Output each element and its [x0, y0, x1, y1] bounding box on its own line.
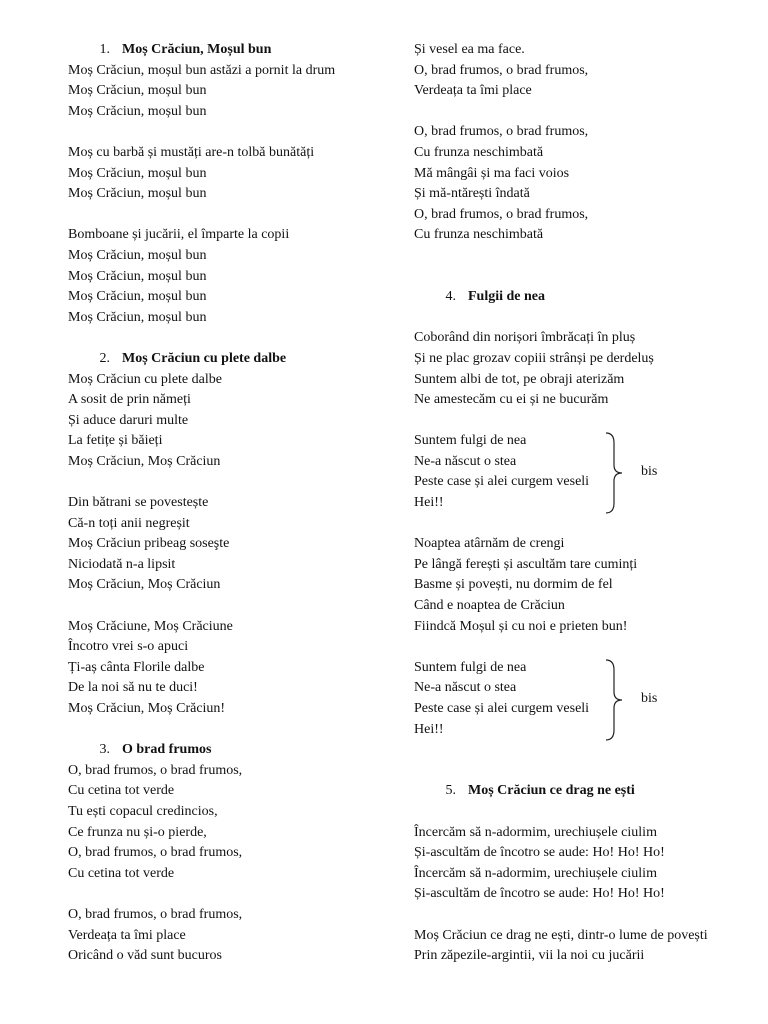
- lyric-line: Moș Crăciun, moșul bun: [68, 165, 207, 181]
- bis-label: bis: [641, 690, 658, 706]
- lyric-line: Peste case și alei curgem veseli: [414, 474, 590, 490]
- lyric-line: Moș Crăciun, moșul bun: [68, 268, 207, 284]
- lyric-line: Moș Crăciun, moșul bun: [68, 247, 207, 263]
- lyric-line: Că-n toți anii negreșit: [68, 515, 190, 531]
- lyric-line: Moș Crăciun, Moș Crăciun: [68, 453, 221, 469]
- lyric-line: Fiindcă Moșul și cu noi e prieten bun!: [414, 618, 628, 634]
- song-2-title: 2. Moș Crăciun cu plete dalbe: [99, 350, 287, 366]
- lyric-line: Moș Crăciun cu plete dalbe: [68, 371, 222, 387]
- refrain-block: [414, 658, 744, 740]
- lyric-line: Moș Crăciun, moșul bun: [68, 309, 207, 325]
- lyric-line: Și vesel ea ma face.: [414, 42, 525, 57]
- lyric-line: Tu ești copacul credincios,: [68, 803, 218, 819]
- lyric-line: Cu frunza neschimbată: [414, 144, 544, 160]
- lyric-line: Pe lângă ferești și ascultăm tare cuminți: [414, 556, 638, 572]
- lyric-line: Verdeața ta îmi place: [68, 927, 186, 943]
- lyric-line: Încercăm să n-adormim, urechiușele ciulim: [414, 824, 657, 840]
- lyric-line: Hei!!: [414, 495, 444, 511]
- lyric-line: Suntem albi de tot, pe obraji aterizăm: [414, 371, 625, 387]
- lyric-line: O, brad frumos, o brad frumos,: [68, 762, 243, 778]
- lyric-line: Moș Crăciun, moșul bun: [68, 186, 207, 202]
- song-1-title: 1. Moș Crăciun, Moșul bun: [99, 42, 272, 57]
- lyric-line: Încercăm să n-adormim, urechiușele ciulim: [414, 865, 657, 881]
- lyric-line: Ne-a născut o stea: [414, 680, 517, 696]
- song-3-title: 3. O brad frumos: [99, 742, 212, 758]
- lyric-line: Noaptea atârnăm de crengi: [414, 536, 565, 552]
- lyric-line: Bomboane și jucării, el împarte la copii: [68, 227, 290, 243]
- lyric-line: Moș Crăciun pribeag soseşte: [68, 536, 230, 552]
- lyric-line: Ți-aș cânta Florile dalbe: [68, 659, 205, 675]
- lyric-line: Încotro vrei s-o apuci: [68, 639, 189, 655]
- lyric-line: Moș Crăciun, moșul bun: [68, 289, 207, 305]
- lyric-line: Și aduce daruri multe: [68, 412, 189, 428]
- right-brace-icon: [604, 431, 628, 515]
- lyric-line: Moș Crăciun, Moș Crăciun!: [68, 701, 226, 716]
- lyric-line: Cu frunza neschimbată: [414, 227, 544, 243]
- song-5-title: 5. Moș Crăciun ce drag ne ești: [445, 783, 635, 799]
- bis-label: bis: [641, 464, 658, 480]
- lyric-line: Și-ascultăm de încotro se aude: Ho! Ho! Ho!: [414, 886, 665, 902]
- lyric-line: Ce frunza nu și-o pierde,: [68, 824, 207, 840]
- lyric-line: Moș cu barbă și mustăți are-n tolbă bunătăți: [68, 144, 315, 160]
- lyric-line: Din bătrani se povestește: [68, 495, 209, 511]
- song-4-title: 4. Fulgii de nea: [445, 289, 546, 305]
- lyric-line: Mă mângâi și ma faci voios: [414, 165, 570, 181]
- lyric-line: Când e noaptea de Crăciun: [414, 598, 565, 614]
- lyric-line: O, brad frumos, o brad frumos,: [414, 206, 589, 222]
- lyric-line: La fetițe și băieți: [68, 433, 163, 449]
- lyric-line: Moș Crăciun ce drag ne ești, dintr-o lume de povești: [414, 927, 708, 943]
- lyric-line: Ne amestecăm cu ei și ne bucurăm: [414, 392, 609, 408]
- lyric-line: Moș Crăciun, moșul bun: [68, 83, 207, 99]
- refrain-block: [414, 431, 744, 513]
- lyric-line: Prin zăpezile-argintii, vii la noi cu jucării: [414, 948, 645, 964]
- lyric-line: Moș Crăciun, moșul bun astăzi a pornit la drum: [68, 62, 336, 78]
- lyric-line: O, brad frumos, o brad frumos,: [68, 845, 243, 861]
- lyric-line: Ne-a născut o stea: [414, 453, 517, 469]
- lyric-line: Suntem fulgi de nea: [414, 433, 527, 449]
- lyric-line: Hei!!: [414, 721, 444, 737]
- lyric-line: Coborând din norișori îmbrăcați în pluș: [414, 330, 636, 346]
- lyric-line: Moș Crăciun, Moș Crăciun: [68, 577, 221, 593]
- lyric-line: Cu cetina tot verde: [68, 783, 175, 799]
- lyric-line: Verdeața ta îmi place: [414, 83, 532, 99]
- lyric-line: Basme și povești, nu dormim de fel: [414, 577, 613, 593]
- lyric-line: Oricând o văd sunt bucuros: [68, 948, 222, 964]
- lyric-line: Și mă-ntărești îndată: [414, 186, 530, 202]
- lyric-line: Moș Crăciune, Moș Crăciune: [68, 618, 233, 634]
- lyric-line: Cu cetina tot verde: [68, 865, 175, 881]
- lyric-line: Moș Crăciun, moșul bun: [68, 103, 207, 119]
- lyric-line: De la noi să nu te duci!: [68, 680, 198, 696]
- lyric-line: O, brad frumos, o brad frumos,: [68, 906, 243, 922]
- lyric-line: O, brad frumos, o brad frumos,: [414, 124, 589, 140]
- right-column: [414, 40, 744, 967]
- lyric-line: Și-ascultăm de încotro se aude: Ho! Ho! Ho!: [414, 845, 665, 861]
- lyric-line: Suntem fulgi de nea: [414, 659, 527, 675]
- left-column: [68, 40, 388, 967]
- right-brace-icon: [604, 658, 628, 742]
- lyric-line: O, brad frumos, o brad frumos,: [414, 62, 589, 78]
- lyric-line: A sosit de prin nămeți: [68, 392, 191, 408]
- lyric-line: Și ne plac grozav copiii strânși pe derdeluș: [414, 350, 654, 366]
- lyric-line: Niciodată n-a lipsit: [68, 556, 176, 572]
- lyric-line: Peste case și alei curgem veseli: [414, 701, 590, 716]
